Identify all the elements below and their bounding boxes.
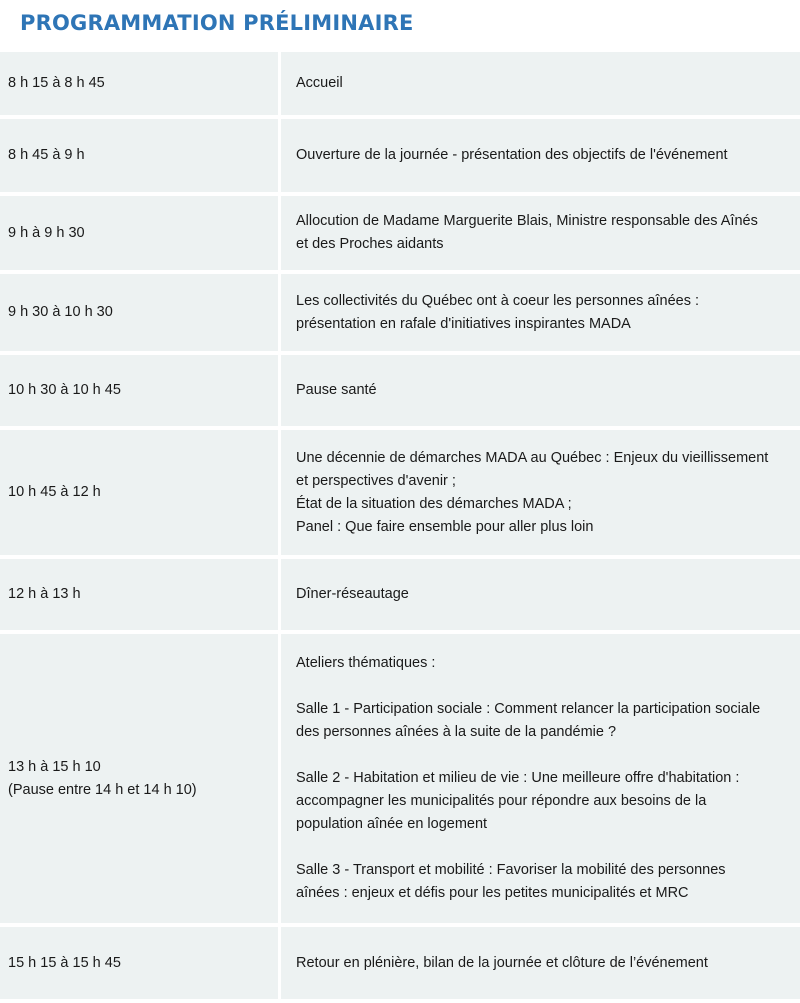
activity-text: population aînée en logement xyxy=(296,816,488,832)
activity-text: Salle 3 - Transport et mobilité : Favoriser la mobilité des personnes xyxy=(296,862,726,878)
time-text: 12 h à 13 h xyxy=(8,586,81,602)
page-title: PROGRAMMATION PRÉLIMINAIRE xyxy=(20,11,414,35)
activity-cell xyxy=(281,559,800,630)
schedule-row xyxy=(0,274,800,351)
time-text: 8 h 15 à 8 h 45 xyxy=(8,75,105,91)
activity-text: Salle 1 - Participation sociale : Comment relancer la participation sociale xyxy=(296,701,761,717)
time-cell xyxy=(0,430,278,555)
activity-text: Dîner-réseautage xyxy=(296,586,409,602)
activity-text: Salle 2 - Habitation et milieu de vie : Une meilleure offre d'habitation : xyxy=(296,770,740,786)
activity-text: et perspectives d'avenir ; xyxy=(296,472,456,489)
activity-text: Allocution de Madame Marguerite Blais, Ministre responsable des Aînés xyxy=(296,213,758,229)
activity-cell xyxy=(281,196,800,270)
activity-text: et des Proches aidants xyxy=(296,236,444,252)
activity-text: des personnes aînées à la suite de la pandémie ? xyxy=(296,724,617,740)
time-cell xyxy=(0,119,278,192)
time-text: 8 h 45 à 9 h xyxy=(8,147,85,163)
time-text: 13 h à 15 h 10 xyxy=(8,758,101,775)
schedule-row xyxy=(0,52,800,115)
schedule-table xyxy=(0,52,800,1003)
schedule-row xyxy=(0,196,800,270)
activity-text: Une décennie de démarches MADA au Québec : Enjeux du vieillissement xyxy=(296,449,769,466)
schedule-row xyxy=(0,559,800,630)
time-text: 10 h 30 à 10 h 45 xyxy=(8,382,121,398)
time-cell xyxy=(0,927,278,999)
activity-cell xyxy=(281,119,800,192)
activity-cell xyxy=(281,274,800,351)
activity-text: Retour en plénière, bilan de la journée et clôture de l’événement xyxy=(296,954,708,971)
activity-text: Pause santé xyxy=(296,382,377,398)
schedule-row xyxy=(0,634,800,923)
activity-cell xyxy=(281,52,800,115)
schedule-row xyxy=(0,430,800,555)
time-cell xyxy=(0,196,278,270)
time-text: (Pause entre 14 h et 14 h 10) xyxy=(8,781,197,798)
time-text: 9 h 30 à 10 h 30 xyxy=(8,304,113,320)
time-text: 15 h 15 à 15 h 45 xyxy=(8,954,121,971)
blank-line xyxy=(296,744,794,767)
activity-text: Ouverture de la journée - présentation des objectifs de l'événement xyxy=(296,147,728,163)
schedule-row xyxy=(0,355,800,426)
activity-cell xyxy=(281,355,800,426)
schedule-row xyxy=(0,119,800,192)
activity-cell xyxy=(281,430,800,555)
activity-cell xyxy=(281,927,800,999)
activity-text: présentation en rafale d'initiatives inspirantes MADA xyxy=(296,315,631,332)
activity-text: Panel : Que faire ensemble pour aller plus loin xyxy=(296,518,594,535)
activity-text: Accueil xyxy=(296,75,343,91)
activity-text: aînées : enjeux et défis pour les petites municipalités et MRC xyxy=(296,885,689,901)
blank-line xyxy=(296,675,794,698)
time-text: 10 h 45 à 12 h xyxy=(8,484,101,500)
activity-text: accompagner les municipalités pour répondre aux besoins de la xyxy=(296,793,707,809)
time-cell xyxy=(0,52,278,115)
blank-line xyxy=(296,836,794,859)
activity-text: État de la situation des démarches MADA ; xyxy=(296,495,572,512)
activity-text: Ateliers thématiques : xyxy=(296,655,436,671)
time-cell xyxy=(0,559,278,630)
activity-text: Les collectivités du Québec ont à coeur les personnes aînées : xyxy=(296,292,700,309)
time-cell xyxy=(0,274,278,351)
time-cell xyxy=(0,355,278,426)
time-text: 9 h à 9 h 30 xyxy=(8,224,85,241)
time-cell xyxy=(0,634,278,923)
activity-cell xyxy=(281,634,800,923)
schedule-row xyxy=(0,927,800,999)
